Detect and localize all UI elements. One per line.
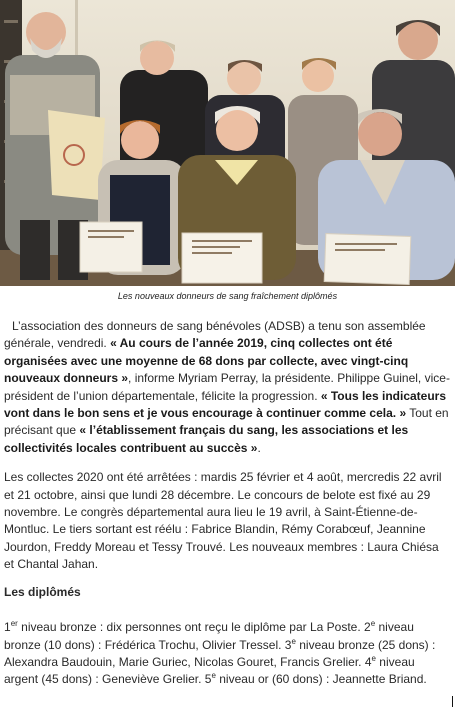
level-text: niveau argent (45 dons) : Geneviève Grelier. xyxy=(4,654,415,687)
intro-text-3: Tout en précisant que xyxy=(4,406,449,438)
ordinal-suffix: e xyxy=(371,653,376,663)
level-number: 2 xyxy=(364,620,371,635)
ordinal-suffix: er xyxy=(10,619,18,629)
intro-text-1: L’association des donneurs de sang bénévoles (ADSB) a tenu son assemblée générale, vendredi. xyxy=(4,319,426,351)
ordinal-suffix: e xyxy=(370,619,376,629)
section-heading-diplomes: Les diplômés xyxy=(4,584,81,599)
level-number: 4 xyxy=(364,654,372,669)
intro-text-2: , informe Myriam Perray, la présidente. Philippe Guinel, vice-président de l’union départementale, félicite la progression. xyxy=(4,371,450,403)
level-text: niveau or (60 dons) : Jeannette Briand. xyxy=(215,672,427,687)
article-body xyxy=(4,318,450,689)
quote-efs: « l’établissement français du sang, les associations et les collectivités locales contribuent au succès » xyxy=(4,423,409,455)
text-cursor xyxy=(452,696,453,707)
level-text: niveau bronze : dix personnes ont reçu le diplôme par La Poste. xyxy=(17,620,365,635)
paragraph-diplomes xyxy=(4,619,450,689)
article-photo xyxy=(0,0,455,286)
level-text: niveau bronze (25 dons) : Alexandra Baudouin, Marie Guriec, Nicolas Gouret, Francis Grelier. xyxy=(4,637,436,669)
level-number: 1 xyxy=(4,620,11,635)
photo-caption: Les nouveaux donneurs de sang fraîchement diplômés xyxy=(117,291,338,301)
quote-vice-president: « Tous les indicateurs vont dans le bon sens et je vous encourage à continuer comme cela. » xyxy=(4,388,447,421)
quote-president: « Au cours de l’année 2019, cinq collectes ont été organisées avec une moyenne de 68 dons par collecte, avec vingt-cinq nouveaux donneurs » xyxy=(4,336,409,386)
level-number: 3 xyxy=(284,637,292,652)
intro-text-4: . xyxy=(257,440,261,455)
level-text: niveau bronze (10 dons) : Frédérica Trochu, Olivier Tressel. xyxy=(4,620,414,652)
level-number: 5 xyxy=(204,672,212,687)
photo-illustration xyxy=(0,0,455,286)
ordinal-suffix: e xyxy=(291,636,296,646)
ordinal-suffix: e xyxy=(211,671,216,681)
paragraph-intro xyxy=(4,318,450,457)
paragraph-collectes: Les collectes 2020 ont été arrêtées : mardis 25 février et 4 août, mercredis 22 avril et 21 octobre, ainsi que lundi 28 décembre. Le concours de belote est fixé au 29 novembre. Le congrès départemental aura lieu le 19 avril, à Saint-Étienne-de-Montluc. Le tiers sortant est réélu : Fabrice Blandin, Rémy Corabœuf, Jeannine Jourdon, Freddy Moreau et Tessy Trouvé. Les nouveaux membres : Laura Chiésa et Chantal Jahan. xyxy=(4,470,442,572)
